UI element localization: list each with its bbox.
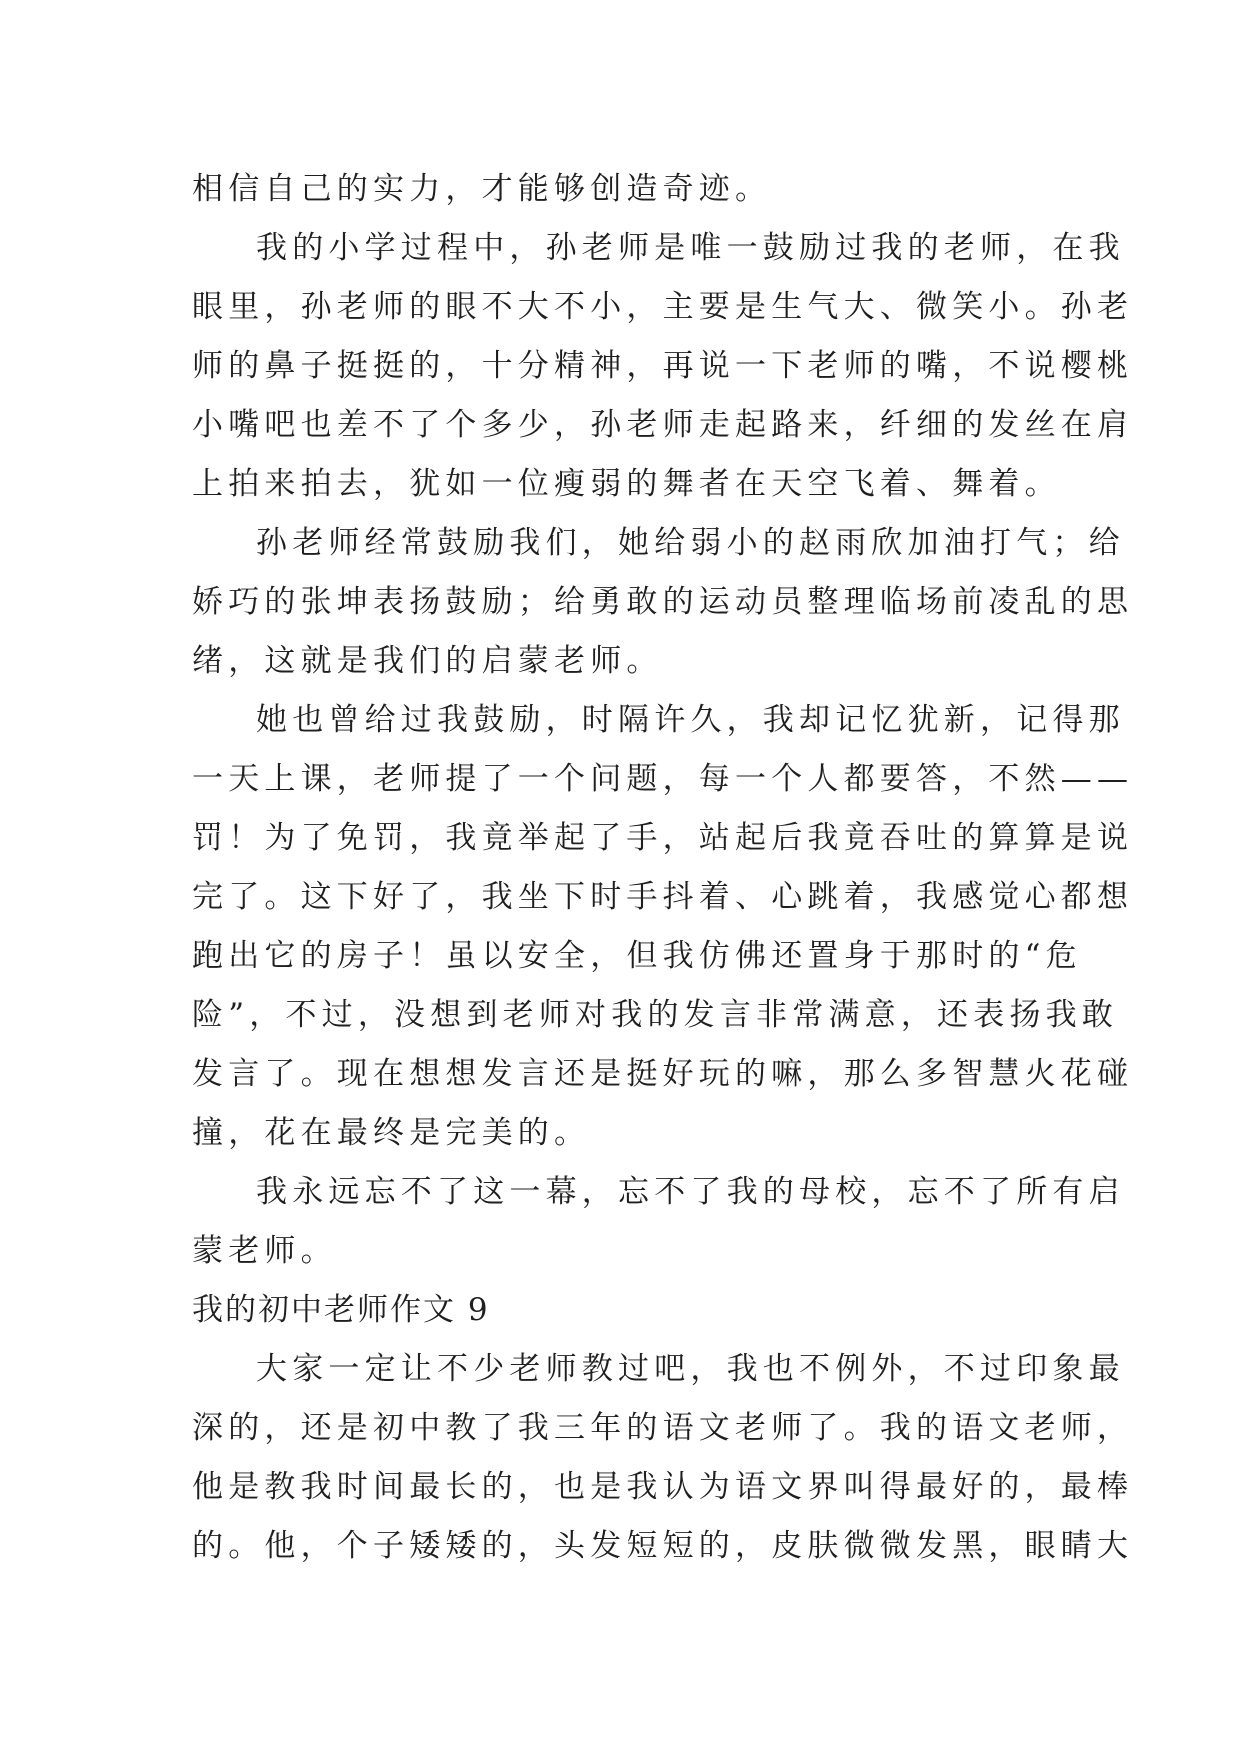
text-line: 撞，花在最终是完美的。: [192, 1115, 591, 1151]
text-line: 深的，还是初中教了我三年的语文老师了。我的语文老师，: [192, 1410, 1134, 1446]
text-line: 跑出它的房子！虽以安全，但我仿佛还置身于那时的“危: [192, 938, 1082, 974]
text-line: 罚！为了免罚，我竟举起了手，站起后我竟吞吐的算算是说: [192, 820, 1134, 856]
text-line: 相信自己的实力，才能够创造奇迹。: [192, 171, 772, 207]
paragraph-first-line: 孙老师经常鼓励我们，她给弱小的赵雨欣加油打气；给: [256, 525, 1125, 561]
text-line: 一天上课，老师提了一个问题，每一个人都要答，不然——: [192, 761, 1134, 797]
text-line: 绪，这就是我们的启蒙老师。: [192, 643, 663, 679]
paragraph-first-line: 大家一定让不少老师教过吧，我也不例外，不过印象最: [256, 1351, 1125, 1387]
paragraph-first-line: 她也曾给过我鼓励，时隔许久，我却记忆犹新，记得那: [256, 702, 1125, 738]
text-line: 师的鼻子挺挺的，十分精神，再说一下老师的嘴，不说樱桃: [192, 348, 1134, 384]
text-line: 完了。这下好了，我坐下时手抖着、心跳着，我感觉心都想: [192, 879, 1134, 915]
text-line: 娇巧的张坤表扬鼓励；给勇敢的运动员整理临场前凌乱的思: [192, 584, 1134, 620]
paragraph-first-line: 我的小学过程中，孙老师是唯一鼓励过我的老师，在我: [256, 230, 1125, 266]
section-heading: 我的初中老师作文 9: [192, 1292, 490, 1328]
document-page: [192, 160, 1134, 1576]
text-line: 眼里，孙老师的眼不大不小，主要是生气大、微笑小。孙老: [192, 289, 1134, 325]
text-line: 他是教我时间最长的，也是我认为语文界叫得最好的，最棒: [192, 1469, 1134, 1505]
paragraph-first-line: 我永远忘不了这一幕，忘不了我的母校，忘不了所有启: [256, 1174, 1125, 1210]
text-line: 险”，不过，没想到老师对我的发言非常满意，还表扬我敢: [192, 997, 1119, 1033]
text-line: 的。他，个子矮矮的，头发短短的，皮肤微微发黑，眼睛大: [192, 1528, 1134, 1564]
text-line: 蒙老师。: [192, 1233, 337, 1269]
text-line: 发言了。现在想想发言还是挺好玩的嘛，那么多智慧火花碰: [192, 1056, 1134, 1092]
text-line: 上拍来拍去，犹如一位瘦弱的舞者在天空飞着、舞着。: [192, 466, 1061, 502]
text-line: 小嘴吧也差不了个多少，孙老师走起路来，纤细的发丝在肩: [192, 407, 1134, 443]
